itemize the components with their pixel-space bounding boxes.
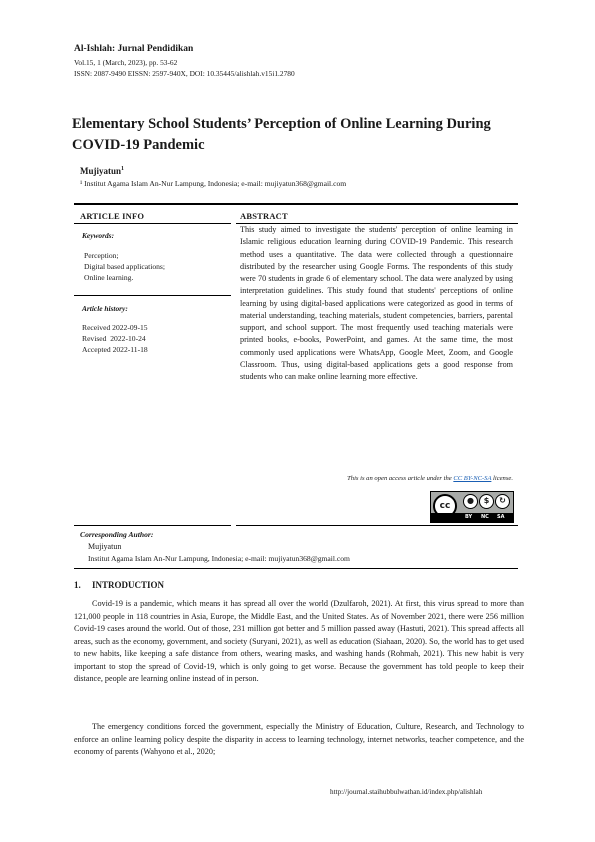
- keyword-item: Online learning.: [84, 273, 134, 282]
- keywords-label: Keywords:: [82, 231, 115, 240]
- corresponding-author-affiliation: Institut Agama Islam An-Nur Lampung, Indonesia; e-mail: mujiyatun368@gmail.com: [88, 554, 350, 563]
- attribution-icon: ●: [463, 494, 478, 509]
- cc-icon: cc: [433, 494, 457, 518]
- info-top-rule: [74, 203, 518, 205]
- author-name: [80, 166, 124, 176]
- license-prefix: This is an open access article under the: [347, 475, 454, 482]
- body-paragraph: Covid-19 is a pandemic, which means it has spread all over the world (Dzulfaroh, 2021). At first, this virus spread to more than 121,000 people in 118 countries in Asia, Europe, the Middle East, and the United States. As of November 2021, there were 256 million Covid-19 cases around the world. Out of those, 231 million got better and 5 million passed away (Hastuti, 2021). This spread affects all areas, such as the economy, government, and society (Suryani, 2021), as well as education (Siahaan, 2020). So, the world has to get used to new habits, like keeping a safe distance from others, wearing masks, and washing hands (Rohmah, 2021). This new habit is very important to stop the spread of Covid-19, which is only going to get worse. Because the government has told people to keep their distance, people are learning online instead of in person.: [74, 599, 524, 683]
- license-link[interactable]: CC BY-NC-SA: [453, 475, 492, 482]
- noncommercial-icon: $: [479, 494, 494, 509]
- history-item: Revised 2022-10-24: [82, 334, 146, 343]
- keywords-rule: [74, 295, 231, 296]
- license-note: [240, 475, 513, 482]
- keyword-item: Perception;: [84, 251, 119, 260]
- section-number: 1.: [74, 580, 81, 590]
- cc-by-tag: BY: [465, 514, 473, 520]
- cc-nc-tag: NC: [481, 514, 489, 520]
- article-info-heading: ARTICLE INFO: [80, 211, 145, 221]
- cc-sa-tag: SA: [497, 514, 505, 520]
- cc-license-badge[interactable]: [430, 491, 514, 523]
- abstract-text: This study aimed to investigate the students' perception of online learning in Islamic religious education learning during COVID-19 Pandemic. This research method uses a quantitative. The data were collected through a questionnaire distributed by the researcher using Google Forms. The respondents of this study were 70 students in grade 6 of elementary school. The data were analyzed by using interpretation guidelines. This study found that students' perceptions of online learning by using digital-based applications were categorized as good in terms of material understanding, teaching materials, student competencies, barriers, parental support, and school support. The most frequently used teaching materials were printed books, e-books, PowerPoint, and games. At the same time, the most commonly used applications were WhatsApp, Google Meet, Zoom, and Google Classroom. Thus, using digital-based applications gets a good response from students who can make online learning more effective.: [240, 225, 513, 381]
- history-list: [82, 322, 148, 355]
- history-item: Accepted 2022-11-18: [82, 345, 148, 354]
- paper-title: Elementary School Students’ Perception of Online Learning During COVID-19 Pandemic: [72, 116, 491, 153]
- keywords-list: [84, 250, 165, 283]
- author-affiliation: ¹ Institut Agama Islam An-Nur Lampung, Indonesia; e-mail: mujiyatun368@gmail.com: [80, 179, 347, 188]
- sharealike-icon: ↻: [495, 494, 510, 509]
- article-info-rule: [74, 223, 231, 224]
- info-bottom-rule-left: [74, 525, 231, 526]
- corresponding-author-name: Mujiyatun: [88, 542, 122, 551]
- keyword-item: Digital based applications;: [84, 262, 165, 271]
- abstract-heading: ABSTRACT: [240, 211, 288, 221]
- journal-issn-line: ISSN: 2087-9490 EISSN: 2597-940X, DOI: 10.35445/alishlah.v15i1.2780: [74, 69, 295, 78]
- author-name-text: Mujiyatun: [80, 166, 122, 176]
- journal-volume-line: Vol.15, 1 (March, 2023), pp. 53-62: [74, 58, 178, 67]
- corresponding-author-label: Corresponding Author:: [80, 530, 154, 539]
- history-item: Received 2022-09-15: [82, 323, 148, 332]
- history-label: Article history:: [82, 304, 128, 313]
- corresponding-bottom-rule: [74, 568, 518, 569]
- section-title: INTRODUCTION: [92, 580, 165, 590]
- author-superscript: 1: [121, 166, 125, 172]
- license-suffix: license.: [491, 475, 513, 482]
- journal-name: Al-Ishlah: Jurnal Pendidikan: [74, 44, 194, 54]
- introduction-heading: [74, 580, 164, 590]
- body-paragraph: The emergency conditions forced the government, especially the Ministry of Education, Culture, Research, and Technology to enforce an online learning policy despite the disparity in access to learning technology, internet networks, teacher competence, and the economy of parents (Wahyono et al., 2020;: [74, 722, 524, 756]
- info-bottom-rule-right: [236, 525, 518, 526]
- footer-url[interactable]: http://journal.staihubbulwathan.id/index.php/alishlah: [330, 788, 483, 796]
